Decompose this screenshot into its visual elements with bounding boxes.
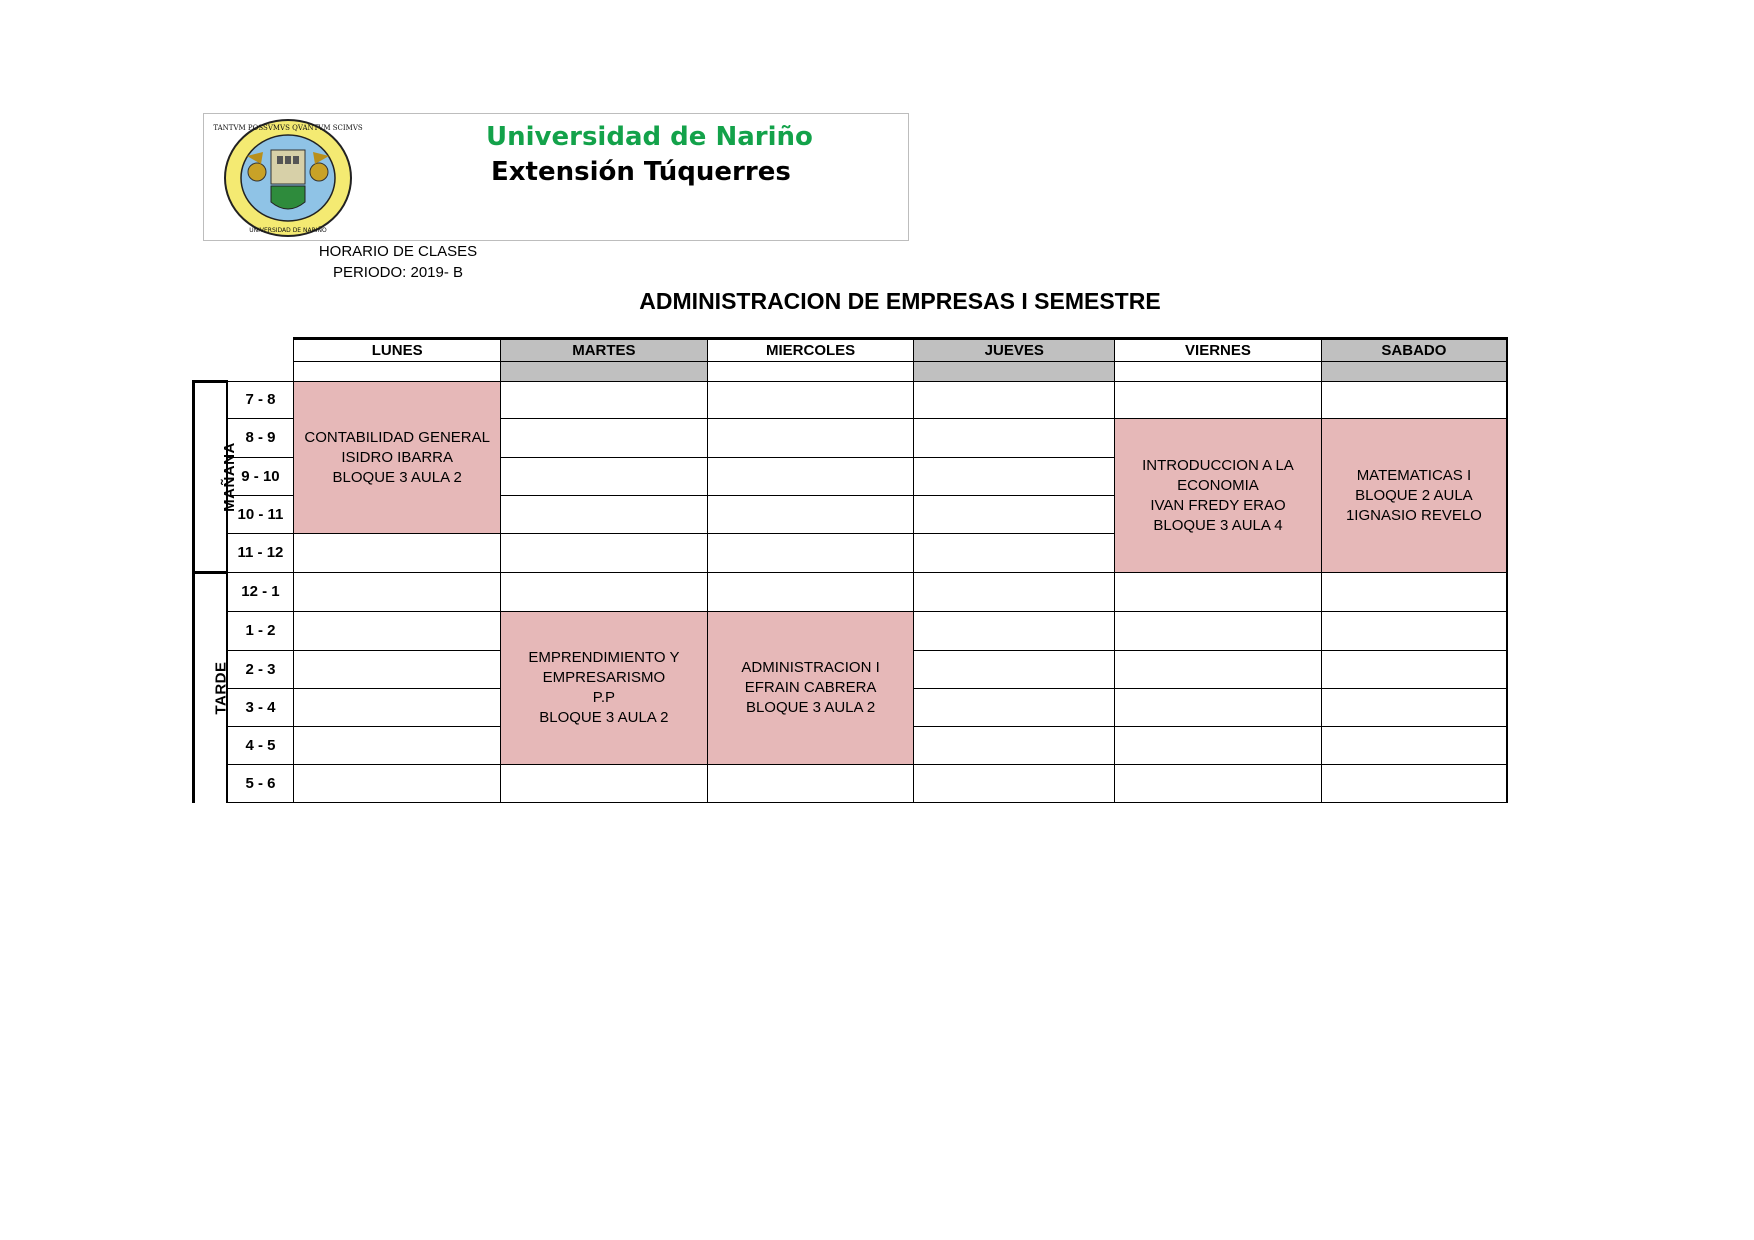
- hour-label: 9 - 10: [227, 458, 294, 496]
- empty-slot: [914, 419, 1115, 458]
- empty-slot: [501, 765, 708, 803]
- class-block-introduccion-economia: [1115, 419, 1322, 573]
- empty-slot: [914, 382, 1115, 419]
- empty-slot: [914, 612, 1115, 651]
- day-subheader: [914, 362, 1115, 382]
- class-subject: MATEMATICAS I: [1356, 466, 1472, 484]
- empty-slot: [501, 534, 708, 573]
- day-subheader: [501, 362, 708, 382]
- hour-label: 2 - 3: [227, 651, 294, 689]
- day-header-miercoles: MIERCOLES: [707, 339, 914, 362]
- shift-morning: [194, 382, 238, 573]
- empty-slot: [294, 765, 501, 803]
- extension-name: Extensión Túquerres: [491, 157, 791, 187]
- empty-slot: [707, 419, 914, 458]
- day-subheader: [707, 362, 914, 382]
- empty-slot: [294, 727, 501, 765]
- empty-slot: [501, 573, 708, 612]
- empty-slot: [914, 651, 1115, 689]
- empty-slot: [707, 458, 914, 496]
- class-subject-cont: ECONOMIA: [1177, 476, 1259, 494]
- empty-slot: [707, 573, 914, 612]
- seal-text-top: TANTVM POSSVMVS QVANTVM SCIMVS: [213, 124, 363, 132]
- empty-slot: [914, 765, 1115, 803]
- empty-slot: [294, 689, 501, 727]
- class-block-administracion: [707, 612, 914, 765]
- empty-slot: [914, 458, 1115, 496]
- class-block-matematicas: [1321, 419, 1507, 573]
- schedule-grid: [192, 337, 1508, 803]
- class-room: BLOQUE 3 AULA 2: [332, 468, 462, 486]
- day-subheader: [294, 362, 501, 382]
- day-header-martes: MARTES: [501, 339, 708, 362]
- period-caption: PERIODO: 2019- B: [332, 264, 464, 281]
- class-teacher: ISIDRO IBARRA: [341, 448, 454, 466]
- empty-slot: [707, 382, 914, 419]
- day-subheader: [1115, 362, 1322, 382]
- empty-slot: [1115, 573, 1322, 612]
- shift-morning-label: MAÑANA: [220, 442, 238, 512]
- empty-slot: [1115, 382, 1322, 419]
- empty-slot: [294, 651, 501, 689]
- empty-slot: [1321, 765, 1507, 803]
- empty-slot: [294, 612, 501, 651]
- empty-slot: [914, 496, 1115, 534]
- empty-slot: [914, 534, 1115, 573]
- institution-header: [203, 113, 909, 241]
- empty-slot: [707, 765, 914, 803]
- day-subheader: [1321, 362, 1507, 382]
- empty-slot: [707, 534, 914, 573]
- class-teacher: P.P: [592, 689, 615, 706]
- empty-slot: [1115, 612, 1322, 651]
- hour-label: 8 - 9: [227, 419, 294, 458]
- hour-label: 12 - 1: [227, 573, 294, 612]
- empty-slot: [1321, 612, 1507, 651]
- class-block-contabilidad: [294, 382, 501, 534]
- day-header-sabado: SABADO: [1321, 339, 1507, 362]
- class-subject: CONTABILIDAD GENERAL: [304, 428, 490, 446]
- day-header-lunes: LUNES: [294, 339, 501, 362]
- hour-label: 4 - 5: [227, 727, 294, 765]
- university-name: Universidad de Nariño: [486, 122, 813, 152]
- empty-slot: [1321, 382, 1507, 419]
- empty-slot: [707, 496, 914, 534]
- empty-slot: [1321, 727, 1507, 765]
- hour-label: 10 - 11: [227, 496, 294, 534]
- university-seal-icon: [213, 116, 363, 240]
- class-teacher: 1IGNASIO REVELO: [1345, 506, 1482, 524]
- class-subject: EMPRENDIMIENTO Y: [528, 649, 680, 666]
- empty-slot: [294, 573, 501, 612]
- empty-slot: [914, 689, 1115, 727]
- class-teacher: IVAN FREDY ERAO: [1150, 496, 1286, 514]
- hour-label: 3 - 4: [227, 689, 294, 727]
- empty-slot: [914, 727, 1115, 765]
- empty-slot: [1115, 689, 1322, 727]
- class-block-emprendimiento: [501, 612, 708, 765]
- class-room: BLOQUE 3 AULA 2: [539, 709, 669, 726]
- page-title: ADMINISTRACION DE EMPRESAS I SEMESTRE: [639, 288, 1161, 314]
- empty-slot: [1321, 689, 1507, 727]
- schedule-caption: HORARIO DE CLASES: [318, 243, 478, 260]
- shift-afternoon-label: TARDE: [212, 661, 230, 715]
- day-header-viernes: VIERNES: [1115, 339, 1322, 362]
- empty-slot: [1321, 573, 1507, 612]
- hour-label: 1 - 2: [227, 612, 294, 651]
- class-room: BLOQUE 3 AULA 2: [745, 699, 876, 716]
- empty-slot: [501, 419, 708, 458]
- empty-slot: [294, 534, 501, 573]
- class-room: BLOQUE 2 AULA: [1355, 486, 1473, 504]
- empty-slot: [1115, 727, 1322, 765]
- empty-slot: [1321, 651, 1507, 689]
- empty-slot: [501, 458, 708, 496]
- class-teacher: EFRAIN CABRERA: [744, 679, 877, 696]
- class-subject: INTRODUCCION A LA: [1142, 456, 1294, 474]
- empty-slot: [1115, 651, 1322, 689]
- shift-afternoon: [194, 573, 230, 803]
- empty-slot: [501, 382, 708, 419]
- class-subject-cont: EMPRESARISMO: [542, 669, 666, 686]
- class-room: BLOQUE 3 AULA 4: [1153, 516, 1283, 534]
- day-header-jueves: JUEVES: [914, 339, 1115, 362]
- hour-label: 11 - 12: [227, 534, 294, 573]
- class-subject: ADMINISTRACION I: [741, 659, 880, 676]
- hour-label: 7 - 8: [227, 382, 294, 419]
- empty-slot: [1115, 765, 1322, 803]
- empty-slot: [914, 573, 1115, 612]
- seal-text-bottom: UNIVERSIDAD DE NARIÑO: [249, 227, 327, 234]
- hour-label: 5 - 6: [227, 765, 294, 803]
- empty-slot: [501, 496, 708, 534]
